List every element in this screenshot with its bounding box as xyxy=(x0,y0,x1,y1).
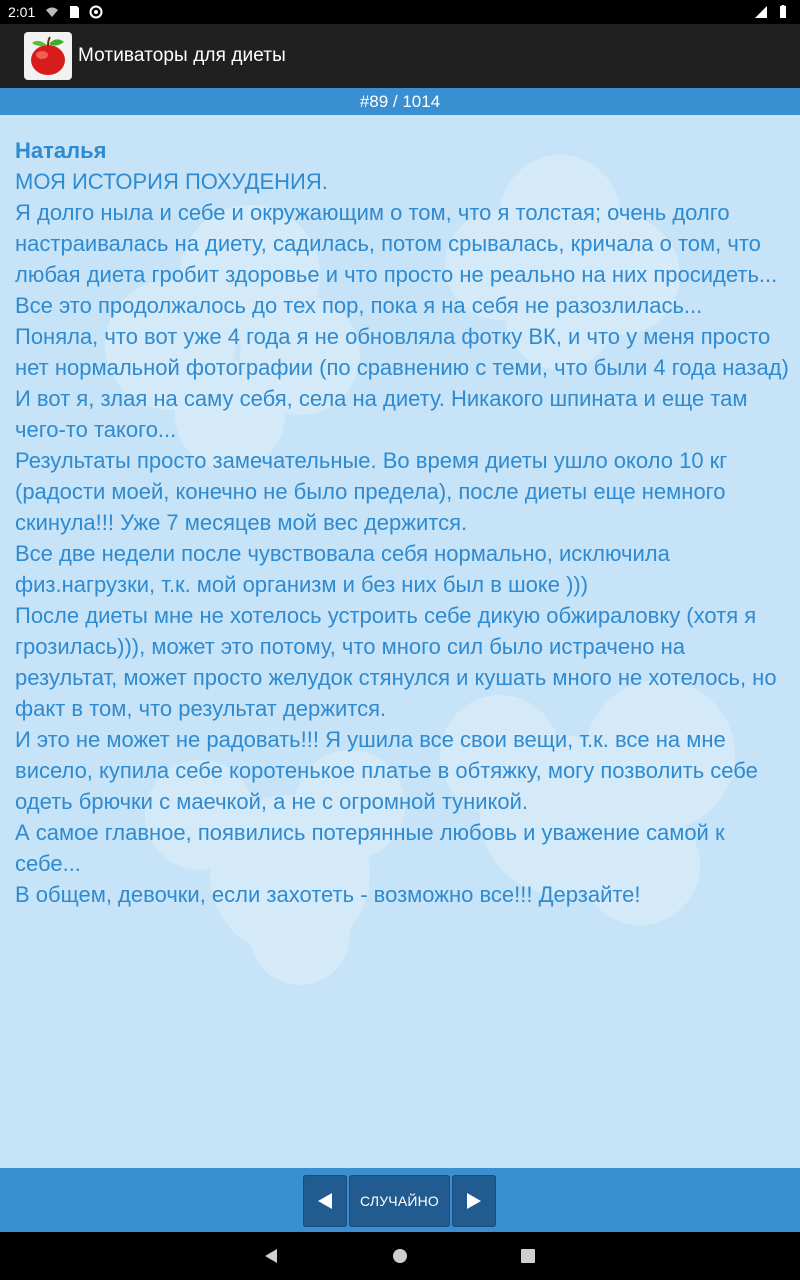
random-button[interactable]: СЛУЧАЙНО xyxy=(349,1175,450,1227)
status-icons xyxy=(45,5,103,19)
system-home-button[interactable] xyxy=(390,1246,410,1266)
system-back-button[interactable] xyxy=(261,1246,281,1266)
story-content[interactable] xyxy=(0,115,800,1168)
app-bar xyxy=(0,24,800,88)
status-time: 2:01 xyxy=(8,4,36,20)
status-bar xyxy=(0,0,800,24)
sync-icon xyxy=(89,5,103,19)
home-icon xyxy=(392,1248,408,1264)
system-recents-button[interactable] xyxy=(518,1246,538,1266)
story-body: МОЯ ИСТОРИЯ ПОХУДЕНИЯ. Я долго ныла и себе и окружающим о том, что я толстая; очень долго настраивалась на диету, садилась, потом срывалась, кричала о том, что любая диета гробит здоровье и что просто не реально на них просидеть... Все это продолжалось до тех пор, пока я на себя не разозлилась... Поняла, что вот уже 4 года я не обновляла фотку ВК, и что у меня просто нет нормальной фотографии (по сравнению с теми, что были 4 года назад) И вот я, злая на саму себя, села на диету. Никакого шпината и еще там чего-то такого... Результаты просто замечательные. Во время диеты ушло около 10 кг (радости моей, конечно не было предела), после диеты еще немного скинула!!! Уже 7 месяцев мой вес держится. Все две недели после чувствовала себя нормально, исключила физ.нагрузки, т.к. мой организм и без них был в шоке ))) После диеты мне не хотелось устроить себе дикую обжираловку (хотя я грозилась))), может это потому, что много сил было истрачено на результат, может просто желудок стянулся и кушать много не хотелось, но факт в том, что результат держится. И это не может не радовать!!! Я ушила все свои вещи, т.к. все на мне висело, купила себе коротенькое платье в обтяжку, могу позволить себе одеть брючки с маечкой, а не с огромной туникой. А самое главное, появились потерянные любовь и уважение самой к себе... В общем, девочки, если захотеть - возможно все!!! Дерзайте! xyxy=(15,169,789,907)
status-right-icons xyxy=(754,5,790,19)
story-author: Наталья xyxy=(15,138,107,163)
previous-button[interactable] xyxy=(303,1175,347,1227)
story-counter: #89 / 1014 xyxy=(0,88,800,115)
app-logo xyxy=(24,32,72,80)
apple-icon xyxy=(26,34,70,78)
system-nav-bar xyxy=(0,1232,800,1280)
wifi-icon xyxy=(45,5,59,19)
next-button[interactable] xyxy=(452,1175,496,1227)
battery-icon xyxy=(776,5,790,19)
signal-icon xyxy=(754,5,768,19)
triangle-left-icon xyxy=(317,1192,333,1210)
triangle-right-icon xyxy=(466,1192,482,1210)
sd-card-icon xyxy=(67,5,81,19)
app-title: Мотиваторы для диеты xyxy=(78,45,286,66)
recents-icon xyxy=(520,1248,536,1264)
story-text-block xyxy=(15,135,790,910)
bottom-nav xyxy=(0,1168,800,1232)
back-icon xyxy=(263,1248,279,1264)
